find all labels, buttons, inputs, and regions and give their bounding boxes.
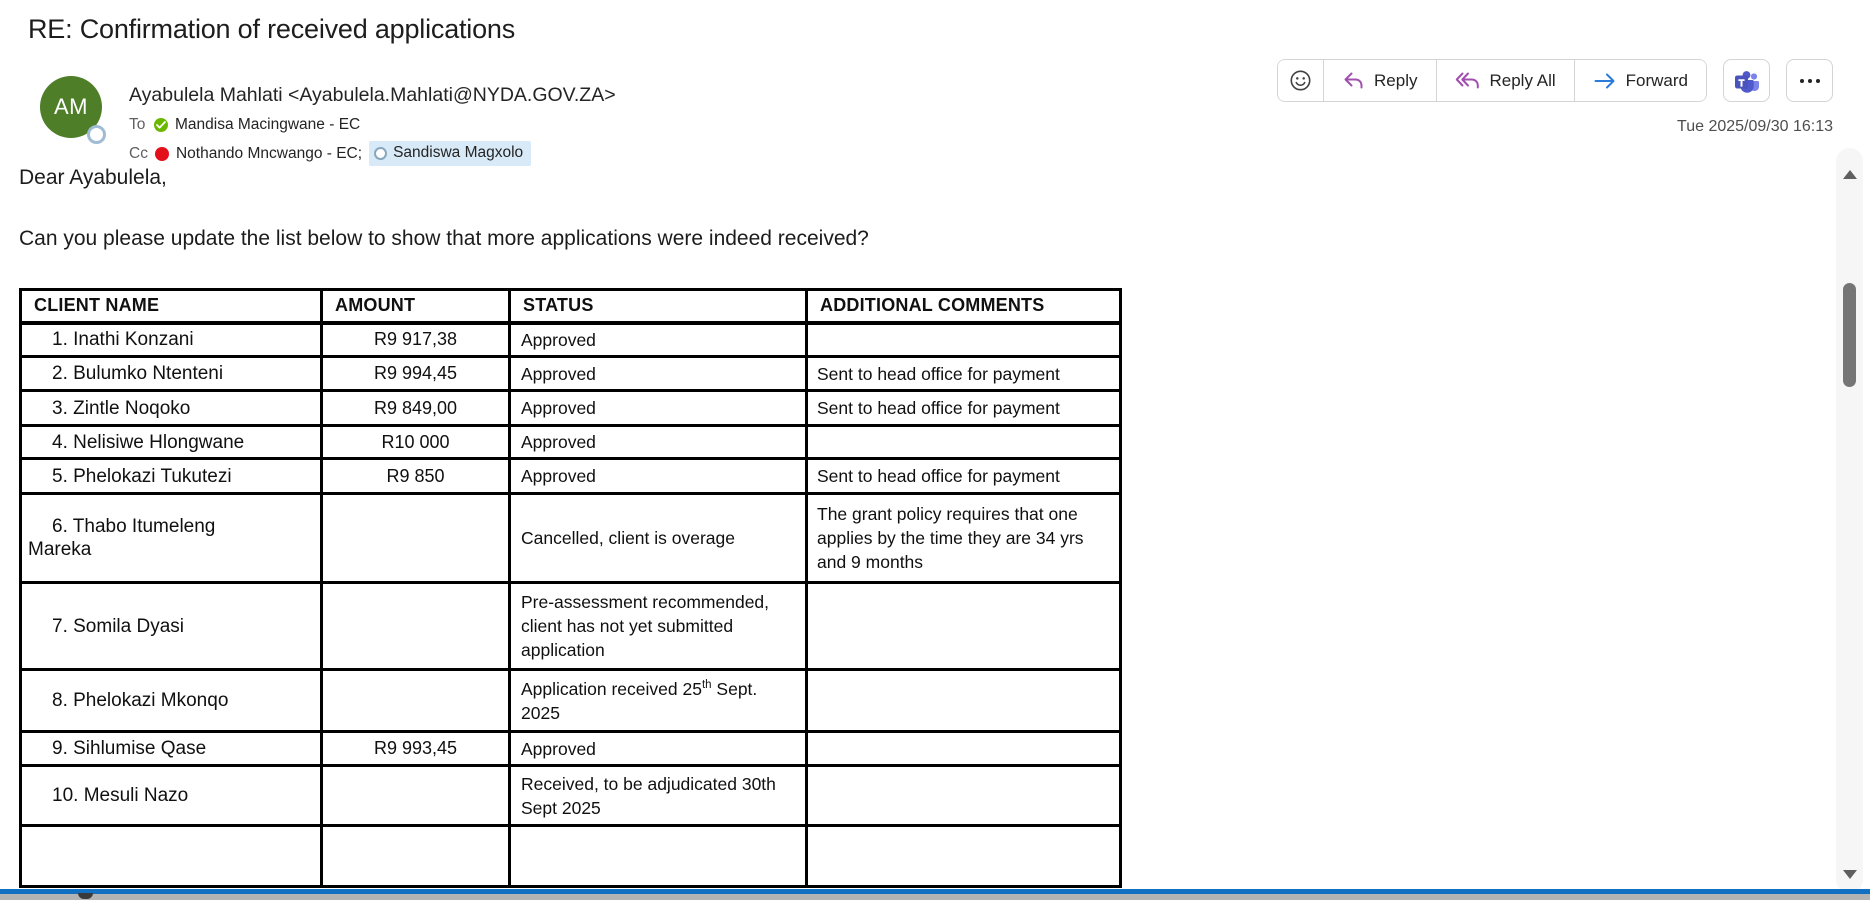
to-recipient[interactable]: Mandisa Macingwane - EC (175, 116, 361, 133)
message-toolbar (1277, 59, 1833, 102)
table-row (21, 670, 1121, 732)
header-client-name: CLIENT NAME (21, 290, 322, 323)
amount (322, 826, 510, 887)
client-name: 7. Somila Dyasi (52, 615, 184, 637)
client-name: 10. Mesuli Nazo (52, 785, 189, 806)
presence-offline-icon (374, 147, 387, 160)
comment (807, 583, 1121, 670)
client-name: 2. Bulumko Ntenteni (52, 363, 224, 384)
table-row (21, 766, 1121, 826)
vertical-scrollbar[interactable] (1836, 148, 1863, 893)
message-action-group (1277, 59, 1707, 102)
status: Approved (510, 732, 807, 766)
table-row (21, 391, 1121, 426)
cc-line (129, 141, 531, 166)
reply-all-icon (1455, 70, 1481, 91)
table-row (21, 459, 1121, 494)
comment: Sent to head office for payment (807, 459, 1121, 494)
ellipsis-icon (1800, 79, 1820, 83)
email-subject: RE: Confirmation of received applications (28, 14, 516, 44)
scroll-down-arrow-icon[interactable] (1843, 870, 1857, 879)
amount (322, 583, 510, 670)
status: Approved (510, 459, 807, 494)
reply-button[interactable] (1323, 60, 1435, 101)
sender-name[interactable]: Ayabulela Mahlati <Ayabulela.Mahlati@NYDA.GOV.ZA> (129, 84, 616, 106)
status (510, 826, 807, 887)
amount: R9 849,00 (322, 391, 510, 426)
comment (807, 732, 1121, 766)
comment: Sent to head office for payment (807, 391, 1121, 426)
status: Approved (510, 426, 807, 459)
to-line (129, 116, 360, 134)
status: Cancelled, client is overage (510, 494, 807, 583)
cc-label: Cc (129, 144, 148, 162)
table-row (21, 732, 1121, 766)
comment (807, 426, 1121, 459)
table-row (21, 357, 1121, 391)
forward-label: Forward (1625, 70, 1688, 90)
amount (322, 494, 510, 583)
status: Approved (510, 391, 807, 426)
reply-all-button[interactable] (1436, 60, 1574, 101)
presence-offline-badge (87, 125, 106, 144)
client-name: 6. Thabo Itumeleng Mareka (28, 516, 216, 560)
forward-button[interactable] (1574, 60, 1706, 101)
table-row (21, 583, 1121, 670)
cc-recipient-2-highlight[interactable] (369, 141, 531, 166)
ordinal-superscript: th (701, 678, 712, 691)
amount (322, 766, 510, 826)
table-row (21, 426, 1121, 459)
amount: R9 994,45 (322, 357, 510, 391)
table-header-row (21, 290, 1121, 323)
client-name: 8. Phelokazi Mkonqo (52, 690, 229, 711)
amount: R10 000 (322, 426, 510, 459)
scrollbar-thumb[interactable] (1843, 283, 1856, 387)
body-greeting: Dear Ayabulela, (19, 166, 167, 189)
status: Application received 25th Sept. 2025 (510, 670, 807, 732)
amount: R9 993,45 (322, 732, 510, 766)
scroll-up-arrow-icon[interactable] (1843, 170, 1857, 179)
comment (807, 826, 1121, 887)
table-row (21, 494, 1121, 583)
status: Received, to be adjudicated 30th Sept 2025 (510, 766, 807, 826)
message-timestamp: Tue 2025/09/30 16:13 (1677, 118, 1833, 135)
teams-icon (1734, 69, 1760, 93)
status: Approved (510, 323, 807, 357)
comment: The grant policy requires that one applies by the time they are 34 yrs and 9 months (807, 494, 1121, 583)
sender-avatar[interactable] (40, 76, 102, 138)
client-name: 5. Phelokazi Tukutezi (52, 465, 232, 487)
comment (807, 766, 1121, 826)
presence-busy-icon (155, 147, 169, 161)
bottom-scrollbar-track[interactable] (0, 894, 1870, 900)
comment (807, 323, 1121, 357)
applications-table (19, 288, 1122, 888)
status: Pre-assessment recommended, client has not yet submitted application (510, 583, 807, 670)
client-name: 1. Inathi Konzani (52, 329, 194, 351)
reply-label: Reply (1374, 70, 1418, 90)
to-label: To (129, 116, 146, 133)
body-paragraph: Can you please update the list below to show that more applications were indeed received? (19, 227, 869, 250)
reply-icon (1342, 70, 1365, 91)
cc-recipient-2[interactable]: Sandiswa Magxolo (393, 144, 524, 161)
forward-icon (1593, 71, 1617, 91)
comment: Sent to head office for payment (807, 357, 1121, 391)
amount: R9 917,38 (322, 323, 510, 357)
share-to-teams-button[interactable] (1723, 59, 1770, 102)
reply-all-label: Reply All (1489, 70, 1556, 90)
smiley-icon (1289, 69, 1312, 92)
client-name: 4. Nelisiwe Hlongwane (52, 431, 245, 453)
header-status: STATUS (510, 290, 807, 323)
more-actions-button[interactable] (1786, 59, 1833, 102)
amount: R9 850 (322, 459, 510, 494)
status: Approved (510, 357, 807, 391)
table-row (21, 323, 1121, 357)
avatar-initials: AM (54, 94, 88, 119)
cc-recipient-1[interactable]: Nothando Mncwango - EC; (175, 144, 363, 162)
client-name: 9. Sihlumise Qase (52, 738, 207, 759)
comment (807, 670, 1121, 732)
amount (322, 670, 510, 732)
header-additional-comments: ADDITIONAL COMMENTS (807, 290, 1121, 323)
presence-available-icon (154, 118, 168, 132)
table-row (21, 826, 1121, 887)
header-amount: AMOUNT (322, 290, 510, 323)
reactions-button[interactable] (1278, 60, 1323, 101)
client-name: 3. Zintle Noqoko (52, 397, 191, 419)
